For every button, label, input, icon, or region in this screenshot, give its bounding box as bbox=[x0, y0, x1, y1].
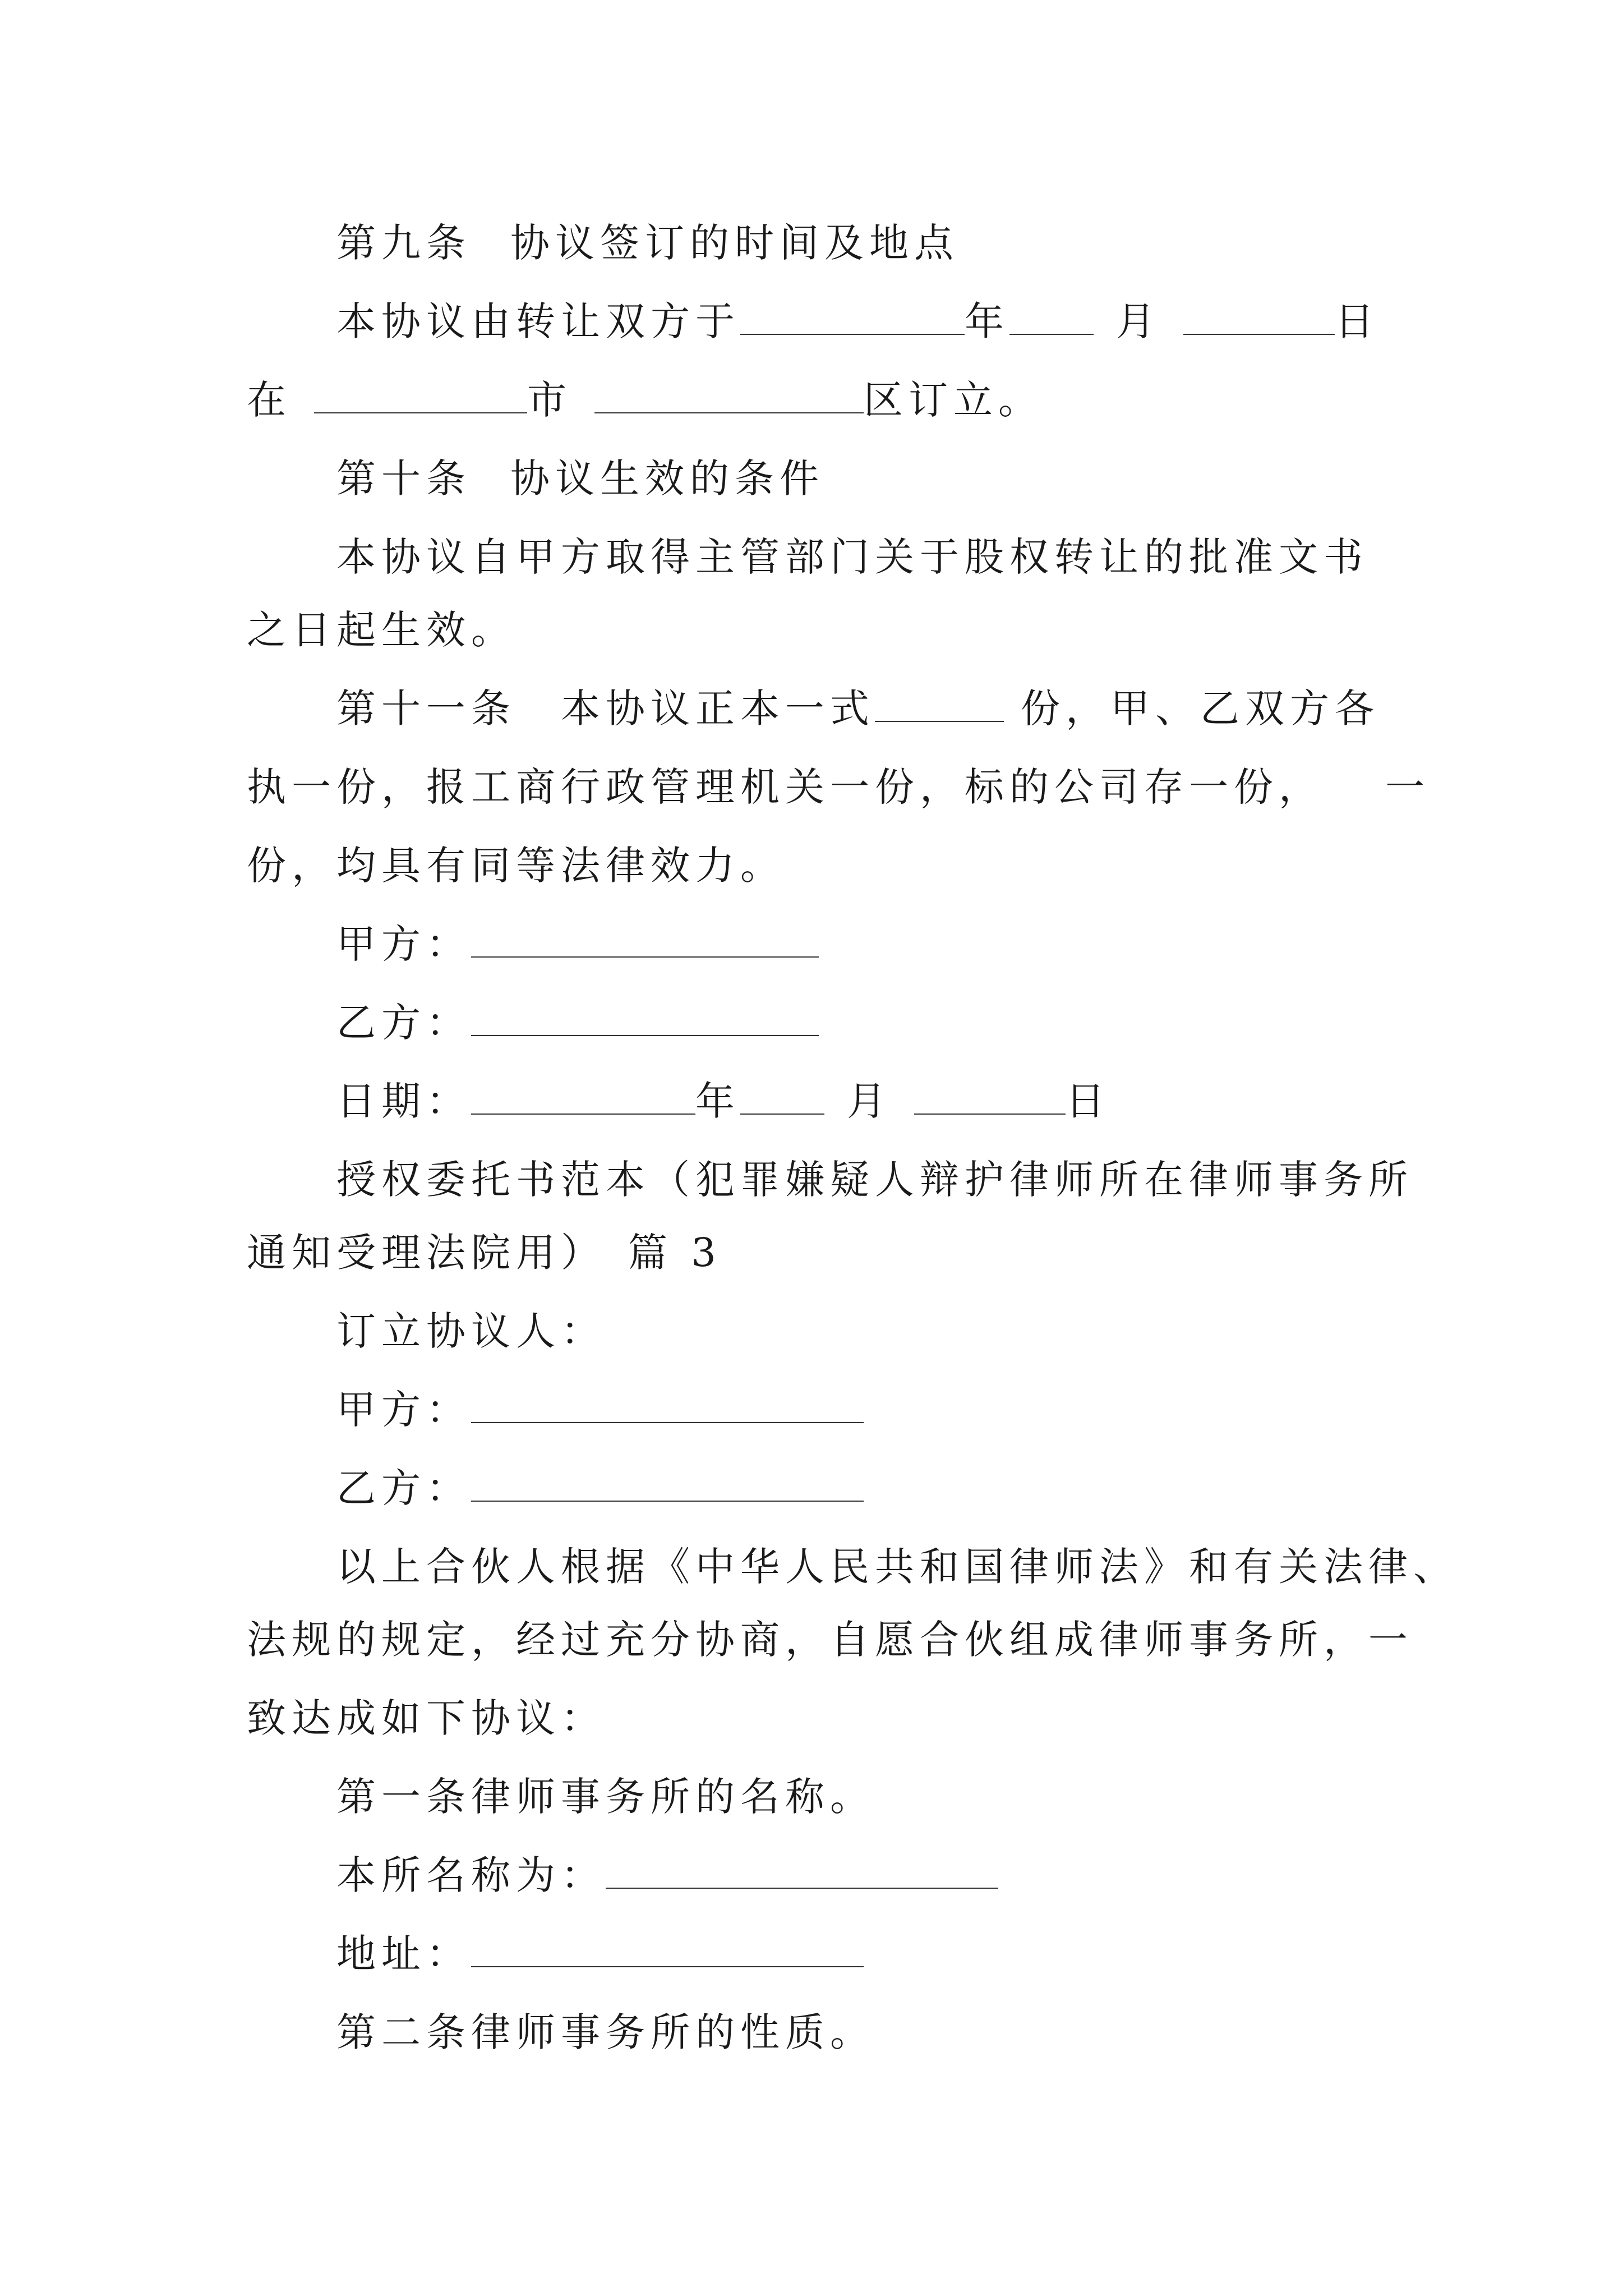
firm-name-label: 本所名称为： bbox=[336, 1852, 606, 1898]
year-blank bbox=[471, 1079, 695, 1115]
party-b-signature-line bbox=[336, 997, 819, 1048]
article-10-text-line2: 之日起生效。 bbox=[247, 607, 516, 653]
text-segment: 第十一条 本协议正本一式 bbox=[336, 685, 875, 731]
article-11-line1 bbox=[336, 683, 1380, 734]
article-title: 协议签订的时间及地点 bbox=[510, 220, 959, 266]
article-9-text-line1 bbox=[336, 296, 1380, 347]
article-9-heading bbox=[336, 218, 959, 268]
text-segment: 一 bbox=[1385, 764, 1430, 810]
district-blank bbox=[594, 378, 864, 413]
party-a-signature-line bbox=[336, 919, 819, 969]
text-segment: 份，甲、乙双方各 bbox=[1021, 685, 1380, 731]
year-label: 年 bbox=[965, 298, 1009, 344]
preamble-line2: 法规的规定，经过充分协商，自愿合伙组成律师事务所，一 bbox=[247, 1617, 1413, 1663]
article-number: 第十条 bbox=[336, 455, 471, 501]
day-blank bbox=[914, 1079, 1066, 1115]
parties-label: 订立协议人： bbox=[336, 1308, 606, 1354]
address-label: 地址： bbox=[336, 1931, 471, 1977]
text-segment: 在 bbox=[247, 377, 292, 423]
party-b-label: 乙方： bbox=[336, 1465, 471, 1511]
month-blank bbox=[1009, 299, 1094, 335]
article-1-heading: 第一条律师事务所的名称。 bbox=[336, 1774, 875, 1820]
text-segment: 通知受理法院用） bbox=[247, 1230, 606, 1276]
party-b-blank bbox=[471, 1000, 819, 1036]
year-label: 年 bbox=[695, 1078, 740, 1124]
article-11-line2 bbox=[247, 762, 1430, 812]
party-a-blank bbox=[471, 1387, 864, 1423]
preamble-line3: 致达成如下协议： bbox=[247, 1695, 606, 1741]
district-label: 区订立。 bbox=[864, 377, 1043, 423]
month-blank bbox=[740, 1079, 824, 1115]
party-b-label: 乙方： bbox=[336, 1000, 471, 1046]
address-line bbox=[336, 1929, 864, 1979]
article-number: 第九条 bbox=[336, 220, 471, 266]
firm-name-blank bbox=[606, 1853, 998, 1889]
month-label: 月 bbox=[847, 1078, 892, 1124]
text-segment: 本协议由转让双方于 bbox=[336, 298, 740, 344]
firm-name-line bbox=[336, 1850, 998, 1901]
city-label: 市 bbox=[527, 377, 572, 423]
party-a-label: 甲方： bbox=[336, 1387, 471, 1433]
party-a-line bbox=[336, 1384, 864, 1435]
party-b-blank bbox=[471, 1466, 864, 1502]
section-title-line2 bbox=[247, 1227, 722, 1278]
party-a-blank bbox=[471, 922, 819, 958]
article-2-heading: 第二条律师事务所的性质。 bbox=[336, 2009, 875, 2055]
day-blank bbox=[1183, 299, 1335, 335]
address-blank bbox=[471, 1931, 864, 1967]
day-label: 日 bbox=[1066, 1078, 1110, 1124]
section-number: 篇 3 bbox=[628, 1230, 722, 1276]
copies-blank bbox=[875, 686, 1004, 722]
year-blank bbox=[740, 299, 965, 335]
article-9-text-line2 bbox=[247, 375, 1043, 425]
day-label: 日 bbox=[1335, 298, 1380, 344]
text-segment: 执一份，报工商行政管理机关一份，标的公司存一份， bbox=[247, 764, 1324, 810]
party-a-label: 甲方： bbox=[336, 921, 471, 967]
signature-date-line bbox=[336, 1076, 1110, 1126]
section-title-line1: 授权委托书范本（犯罪嫌疑人辩护律师所在律师事务所 bbox=[336, 1157, 1413, 1203]
article-title: 协议生效的条件 bbox=[510, 455, 824, 501]
party-b-line bbox=[336, 1463, 864, 1513]
article-11-line3: 份，均具有同等法律效力。 bbox=[247, 843, 785, 889]
month-label: 月 bbox=[1116, 298, 1161, 344]
article-10-heading bbox=[336, 453, 824, 504]
date-label: 日期： bbox=[336, 1078, 471, 1124]
city-blank bbox=[314, 378, 527, 413]
preamble-line1: 以上合伙人根据《中华人民共和国律师法》和有关法律、 bbox=[336, 1544, 1458, 1590]
article-10-text-line1: 本协议自甲方取得主管部门关于股权转让的批准文书 bbox=[336, 534, 1368, 580]
